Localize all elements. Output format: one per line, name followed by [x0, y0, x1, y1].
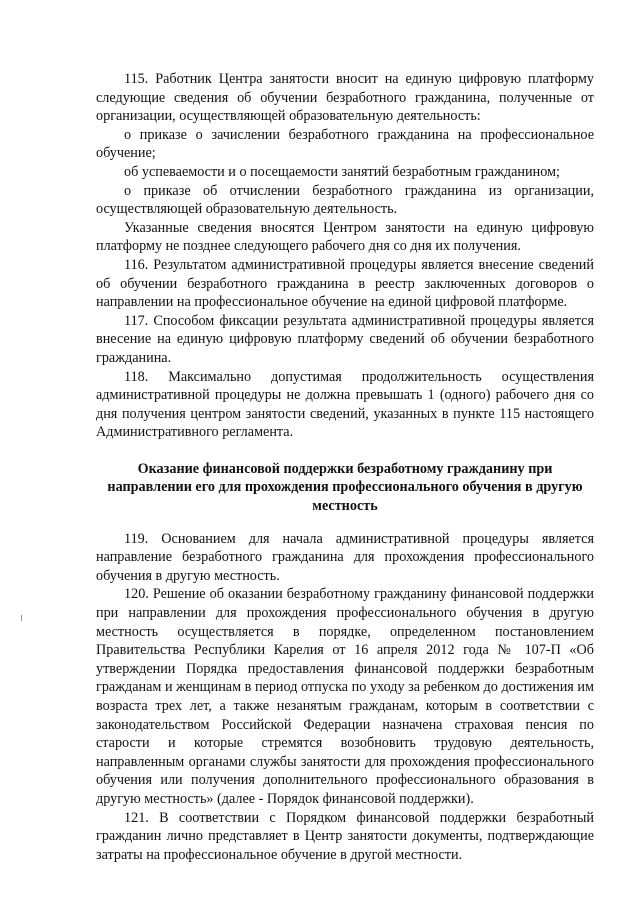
- section-heading-line-1: Оказание финансовой поддержки безработному гражданину при: [137, 460, 553, 477]
- paragraph-119: 119. Основанием для начала административной процедуры является направление безработного гражданина для прохождения профессионального обучения в другую местность.: [96, 530, 594, 584]
- section-heading: [96, 460, 594, 516]
- paragraph-115-item-expulsion: о приказе об отчислении безработного гражданина из организации, осуществляющей образовательную деятельность.: [96, 182, 594, 218]
- paragraph-120: 120. Решение об оказании безработному гражданину финансовой поддержки при направлении для прохождения профессионального обучения в другую местность осуществляется в порядке, определенном постановлением Правительства Республики Карелия от 16 апреля 2012 года № 107-П «Об утверждении Порядка предоставления финансовой поддержки безработным гражданам и женщинам в период отпуска по уходу за ребенком до достижения им возраста трех лет, а также незанятым гражданам, которым в соответствии с законодательством Российской Федерации назначена страховая пенсия по старости и которые стремятся возобновить трудовую деятельность, направленным органами службы занятости для прохождения профессионального обучения или получения дополнительного профессионального образования в другую местность» (далее - Порядок финансовой поддержки).: [96, 586, 594, 807]
- paragraph-115-deadline: Указанные сведения вносятся Центром занятости на единую цифровую платформу не позднее следующего рабочего дня со дня их получения.: [96, 219, 594, 255]
- paragraph-116: 116. Результатом административной процедуры является внесение сведений об обучении безработного гражданина в реестр заключенных договоров о направлении на профессиональное обучение на единой цифровой платформе.: [96, 256, 594, 311]
- section-heading-line-3: местность: [312, 498, 378, 515]
- paragraph-115-item-progress: об успеваемости и о посещаемости занятий безработным гражданином;: [124, 163, 560, 180]
- paragraph-118: 118. Максимально допустимая продолжительность осуществления административной процедуры не должна превышать 1 (одного) рабочего дня со дня получения центром занятости сведений, указанных в пункте 115 настоящего Административного регламента.: [96, 368, 594, 441]
- paragraph-115-item-enrollment: о приказе о зачислении безработного гражданина на профессиональное обучение;: [96, 126, 594, 162]
- document-body: [96, 70, 594, 864]
- paragraph-121: 121. В соответствии с Порядком финансовой поддержки безработный гражданин лично представляет в Центр занятости документы, подтверждающие затраты на профессиональное обучение в другой местности.: [96, 809, 594, 863]
- margin-mark: [21, 615, 22, 621]
- paragraph-115: 115. Работник Центра занятости вносит на единую цифровую платформу следующие сведения об обучении безработного гражданина, полученные от организации, осуществляющей образовательную деятельность:: [96, 71, 594, 125]
- section-heading-line-2: направлении его для прохождения профессионального обучения в другую: [107, 479, 583, 496]
- paragraph-117: 117. Способом фиксации результата административной процедуры является внесение на единую цифровую платформу сведений об обучении безработного гражданина.: [96, 312, 594, 366]
